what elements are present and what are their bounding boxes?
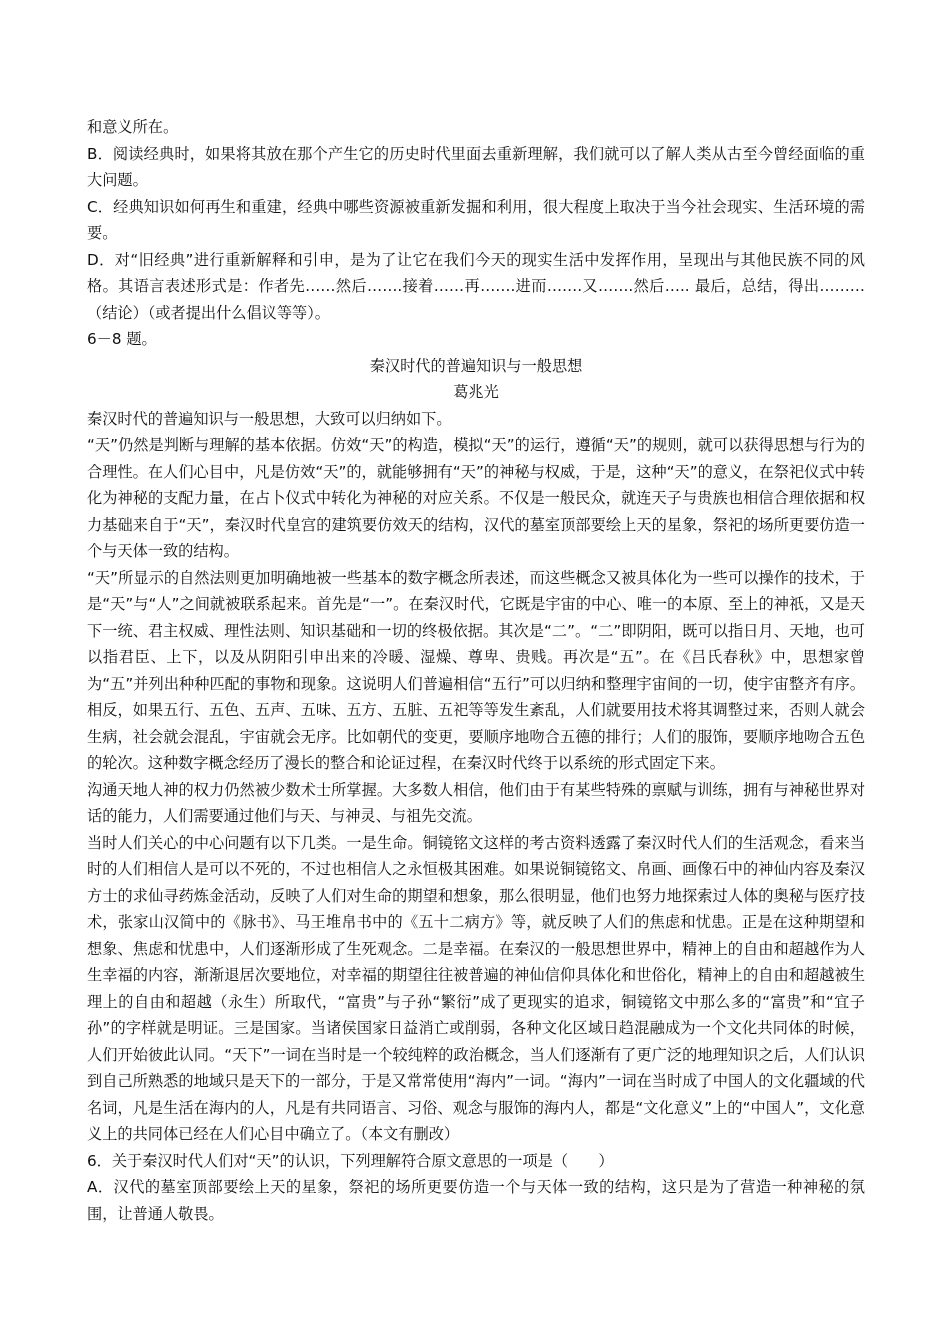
option-b: B．阅读经典时，如果将其放在那个产生它的历史时代里面去重新理解，我们就可以了解人类从古至今曾经面临的重大问题。 (87, 144, 865, 189)
section-heading: 6－8 题。 (87, 330, 157, 348)
option-d: D．对“旧经典”进行重新解释和引申，是为了让它在我们今天的现实生活中发挥作用，呈现出与其他民族不同的风格。其语言表述形式是：作者先……然后…….接着……再…….进而…….又…….然后….. 最后，总结，得出………（结论）（或者提出什么倡议等等）。 (87, 250, 865, 322)
question-6-option-a: A．汉代的墓室顶部要绘上天的星象，祭祀的场所更要仿造一个与天体一致的结构，这只是为了营造一种神秘的氛围，让普通人敬畏。 (87, 1178, 865, 1223)
question-6: 6．关于秦汉时代人们对“天”的认识，下列理解符合原文意思的一项是（ ） (87, 1151, 614, 1170)
document-page (87, 114, 865, 1227)
article-author: 葛兆光 (453, 383, 499, 401)
paragraph: 当时人们关心的中心问题有以下几类。一是生命。铜镜铭文这样的考古资料透露了秦汉时代人们的生活观念，看来当时的人们相信人是可以不死的，不过也相信人之永恒极其困难。如果说铜镜铭文、帛画、画像石中的神仙内容及秦汉方士的求仙寻药炼金活动，反映了人们对生命的期望和想象，那么很明显，他们也努力地探索过人体的奥秘与医疗技术，张家山汉简中的《脉书》、马王堆帛书中的《五十二病方》等，就反映了人们的焦虑和忧患。正是在这种期望和想象、焦虑和忧患中，人们逐渐形成了生死观念。二是幸福。在秦汉的一般思想世界中，精神上的自由和超越作为人生幸福的内容，渐渐退居次要地位，对幸福的期望往往被普遍的神仙信仰具体化和世俗化，精神上的自由和超越被生理上的自由和超越（永生）所取代，“富贵”与子孙“繁衍”成了更现实的追求，铜镜铭文中那么多的“富贵”和“宜子孙”的字样就是明证。三是国家。当诸侯国家日益消亡或削弱，各种文化区域日趋混融成为一个文化共同体的时候，人们开始彼此认同。“天下”一词在当时是一个较纯粹的政治概念，当人们逐渐有了更广泛的地理知识之后，人们认识到自己所熟悉的地域只是天下的一部分，于是又常常使用“海内”一词。“海内”一词在当时成了中国人的文化疆域的代名词，凡是生活在海内的人，凡是有共同语言、习俗、观念与服饰的海内人，都是“文化意义”上的“中国人”，文化意义上的共同体已经在人们心目中确立了。（本文有删改） (87, 833, 865, 1143)
option-c: C．经典知识如何再生和重建，经典中哪些资源被重新发掘和利用，很大程度上取决于当今社会现实、生活环境的需要。 (87, 197, 865, 242)
paragraph: “天”仍然是判断与理解的基本依据。仿效“天”的构造，模拟“天”的运行，遵循“天”的规则，就可以获得思想与行为的合理性。在人们心目中，凡是仿效“天”的，就能够拥有“天”的神秘与权威，于是，这种“天”的意义，在祭祀仪式中转化为神秘的支配力量，在占卜仪式中转化为神秘的对应关系。不仅是一般民众，就连天子与贵族也相信合理依据和权力基础来自于“天”，秦汉时代皇宫的建筑要仿效天的结构，汉代的墓室顶部要绘上天的星象，祭祀的场所更要仿造一个与天体一致的结构。 (87, 436, 865, 560)
text-line: 和意义所在。 (87, 118, 179, 136)
article-title: 秦汉时代的普遍知识与一般思想 (369, 356, 583, 375)
paragraph: 秦汉时代的普遍知识与一般思想，大致可以归纳如下。 (87, 409, 452, 428)
paragraph: “天”所显示的自然法则更加明确地被一些基本的数字概念所表述，而这些概念又被具体化为一些可以操作的技术，于是“天”与“人”之间就被联系起来。首先是“一”。在秦汉时代，它既是宇宙的中心、唯一的本原、至上的神祇，又是天下一统、君主权威、理性法则、知识基础和一切的终极依据。其次是“二”。“二”即阴阳，既可以指日月、天地，也可以指君臣、上下，以及从阴阳引申出来的冷暖、湿燥、尊卑、贵贱。再次是“五”。在《吕氏春秋》中，思想家曾为“五”并列出种种匹配的事物和现象。这说明人们普遍相信“五行”可以归纳和整理宇宙间的一切，使宇宙整齐有序。相反，如果五行、五色、五声、五味、五方、五脏、五祀等等发生紊乱，人们就要用技术将其调整过来，否则人就会生病，社会就会混乱，宇宙就会无序。比如朝代的变更，要顺序地吻合五德的排行；人们的服饰，要顺序地吻合五色的轮次。这种数字概念经历了漫长的整合和论证过程，在秦汉时代终于以系统的形式固定下来。 (87, 568, 865, 772)
paragraph: 沟通天地人神的权力仍然被少数术士所掌握。大多数人相信，他们由于有某些特殊的禀赋与训练，拥有与神秘世界对话的能力，人们需要通过他们与天、与神灵、与祖先交流。 (87, 780, 865, 825)
